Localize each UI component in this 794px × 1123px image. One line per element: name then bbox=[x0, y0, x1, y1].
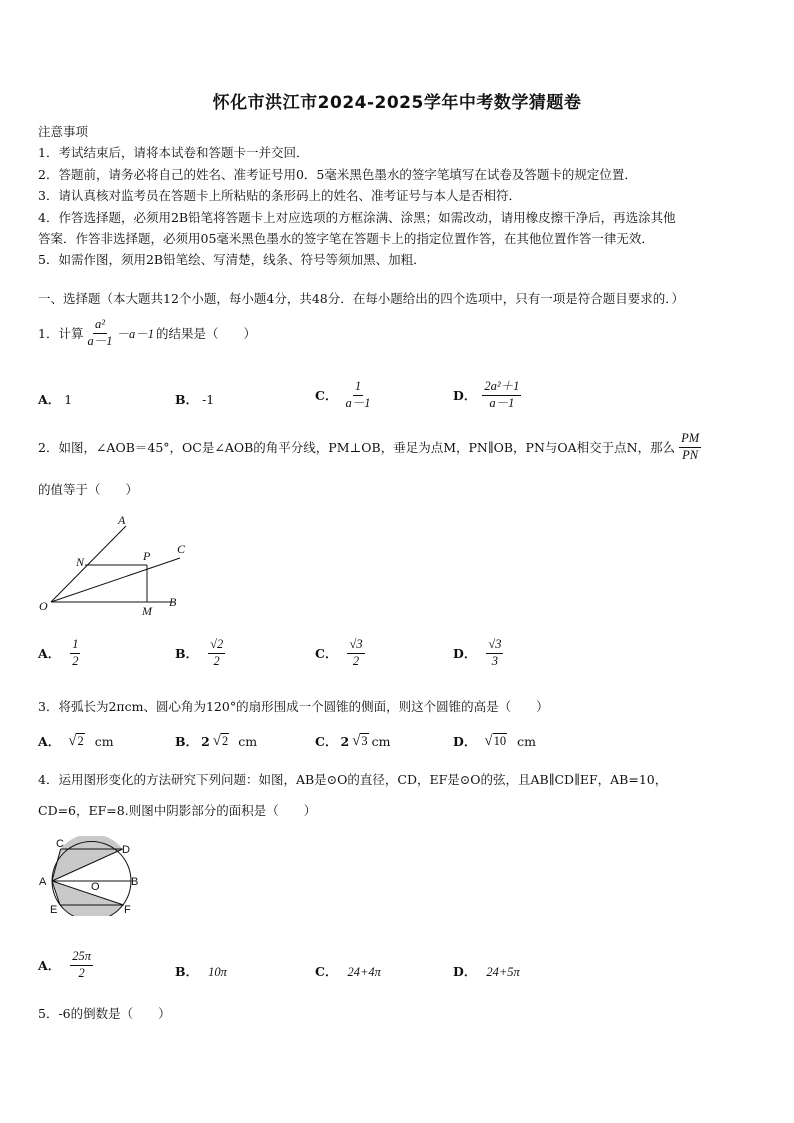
notice-heading: 注意事项 bbox=[38, 124, 89, 139]
label-a: A bbox=[118, 513, 126, 527]
q4-option-b bbox=[175, 962, 227, 980]
frac-num: PM bbox=[679, 432, 701, 448]
q4-option-d bbox=[453, 962, 520, 980]
section-heading: 一、选择题（本大题共12个小题，每小题4分，共48分．在每小题给出的四个选项中，只有一项是符合题目要求的．） bbox=[38, 291, 685, 306]
label-c: C bbox=[177, 542, 186, 556]
option-label: D． bbox=[453, 646, 477, 662]
option-unit: cm bbox=[371, 733, 391, 749]
question-5-stem: 5．-6的倒数是（ ） bbox=[38, 1006, 171, 1021]
ray-oa bbox=[51, 526, 126, 602]
notice-item-5: 5．如需作图，须用2B铅笔绘、写清楚，线条、符号等须加黑、加粗． bbox=[38, 252, 426, 267]
option-coef: 2 bbox=[201, 733, 210, 749]
option-fraction bbox=[486, 638, 503, 669]
question-1-stem bbox=[38, 318, 256, 349]
q4-option-a bbox=[38, 950, 93, 981]
frac-num: 1 bbox=[353, 380, 363, 396]
q3-option-d bbox=[453, 732, 536, 750]
frac-num: √2 bbox=[208, 638, 225, 654]
q3-option-a bbox=[38, 732, 114, 750]
option-fraction bbox=[482, 380, 521, 411]
frac-num: 2a²＋1 bbox=[482, 380, 521, 396]
q2-line2: 的值等于（ ） bbox=[38, 482, 139, 497]
option-unit: cm bbox=[94, 733, 114, 749]
sqrt-expression: √2 bbox=[212, 732, 229, 749]
q2-option-b bbox=[175, 638, 225, 669]
q2-geometry-figure bbox=[34, 508, 204, 623]
frac-den: 2 bbox=[78, 965, 85, 980]
q3-option-c bbox=[315, 732, 391, 750]
option-label: B． bbox=[175, 392, 199, 407]
label-e: E bbox=[50, 904, 58, 916]
radicand: 10 bbox=[493, 733, 507, 748]
option-label: C． bbox=[315, 388, 338, 404]
option-label: D． bbox=[453, 734, 477, 749]
option-value: 24+4π bbox=[347, 965, 381, 979]
option-label: B． bbox=[175, 734, 199, 749]
option-unit: cm bbox=[517, 733, 536, 749]
notice-item-3: 3．请认真核对监考员在答题卡上所粘贴的条形码上的姓名、准考证号与本人是否相符． bbox=[38, 188, 521, 203]
option-label: A． bbox=[38, 646, 61, 662]
q1-prefix: 1．计算 bbox=[38, 326, 84, 342]
option-coef: 2 bbox=[340, 733, 350, 749]
option-fraction bbox=[347, 638, 364, 669]
radicand: 3 bbox=[361, 733, 368, 748]
notice-item-2: 2．答题前，请务必将自己的姓名、准考证号用0．5毫米黑色墨水的签字笔填写在试卷及答题卡的规定位置． bbox=[38, 167, 637, 182]
option-value: 1 bbox=[64, 392, 73, 407]
frac-den: 2 bbox=[213, 653, 220, 668]
label-f: F bbox=[124, 904, 131, 916]
frac-den: a－1 bbox=[345, 395, 371, 410]
q1-option-d bbox=[453, 380, 521, 411]
option-fraction bbox=[70, 638, 80, 669]
sqrt-expression: √2 bbox=[68, 732, 84, 749]
option-label: A． bbox=[38, 958, 61, 974]
option-label: C． bbox=[315, 646, 338, 662]
label-o: O bbox=[39, 599, 48, 613]
label-m: M bbox=[142, 604, 152, 618]
q3-option-b bbox=[175, 732, 257, 750]
q1-option-b bbox=[175, 390, 214, 408]
option-value: -1 bbox=[202, 392, 215, 407]
notice-item-4-cont: 答案．作答非选择题，必须用05毫米黑色墨水的签字笔在答题卡上的指定位置作答，在其他位置作答一律无效． bbox=[38, 231, 654, 246]
frac-den: a－1 bbox=[489, 395, 515, 410]
frac-num: √3 bbox=[347, 638, 364, 654]
option-fraction bbox=[70, 950, 93, 981]
q1-frac-num: a² bbox=[93, 318, 107, 334]
option-value: 24+5π bbox=[486, 965, 520, 979]
label-b: B bbox=[131, 876, 139, 888]
sqrt-expression: √3 bbox=[352, 732, 368, 749]
q1-option-a bbox=[38, 390, 72, 408]
radicand: 2 bbox=[77, 733, 84, 748]
shaded-segment-cd bbox=[61, 836, 123, 849]
option-label: B． bbox=[175, 646, 199, 662]
frac-den: PN bbox=[682, 447, 699, 462]
q2-option-c bbox=[315, 638, 365, 669]
page-title: 怀化市洪江市2024-2025学年中考数学猜题卷 bbox=[212, 93, 582, 113]
question-3-stem: 3．将弧长为2πcm、圆心角为120°的扇形围成一个圆锥的侧面，则这个圆锥的高是（ ） bbox=[38, 699, 549, 714]
option-value: 10π bbox=[208, 965, 227, 979]
label-n: N bbox=[76, 555, 85, 569]
q2-option-d bbox=[453, 638, 503, 669]
option-label: D． bbox=[453, 964, 477, 979]
label-o: O bbox=[91, 881, 100, 893]
q4-circle-figure bbox=[34, 836, 146, 916]
frac-num: 25π bbox=[70, 950, 93, 966]
q1-suffix: 的结果是（ ） bbox=[155, 326, 256, 342]
option-label: A． bbox=[38, 392, 61, 407]
option-fraction bbox=[343, 380, 372, 411]
option-label: C． bbox=[315, 734, 338, 749]
label-p: P bbox=[143, 549, 151, 563]
q2-option-a bbox=[38, 638, 80, 669]
q2-fraction bbox=[679, 432, 701, 463]
notice-item-1: 1．考试结束后，请将本试卷和答题卡一并交回． bbox=[38, 145, 309, 160]
frac-den: 2 bbox=[72, 653, 79, 668]
question-2-stem bbox=[38, 432, 701, 463]
option-label: B． bbox=[175, 964, 199, 979]
label-d: D bbox=[122, 844, 130, 856]
frac-den: 2 bbox=[352, 653, 360, 668]
sqrt-expression: √10 bbox=[484, 732, 507, 749]
option-label: C． bbox=[315, 964, 338, 979]
q1-option-c bbox=[315, 380, 372, 411]
question-4-stem: 4．运用图形变化的方法研究下列问题：如图，AB是⊙O的直径，CD，EF是⊙O的弦，且AB∥CD∥EF，AB=10， bbox=[38, 772, 668, 787]
option-unit: cm bbox=[238, 733, 258, 749]
notice-item-4: 4．作答选择题，必须用2B铅笔将答题卡上对应选项的方框涂满、涂黑；如需改动，请用橡皮擦干净后，再选涂其他 bbox=[38, 210, 676, 225]
q1-frac-den: a－1 bbox=[87, 333, 113, 348]
q2-text: 2．如图，∠AOB＝45°，OC是∠AOB的角平分线，PM⊥OB，垂足为点M，PN∥OB，PN与OA相交于点N，那么 bbox=[38, 440, 676, 456]
option-fraction bbox=[208, 638, 225, 669]
frac-num: 1 bbox=[70, 638, 80, 654]
label-a: A bbox=[39, 876, 47, 888]
q4-option-c bbox=[315, 962, 381, 980]
q1-expr-tail: －a－1 bbox=[116, 327, 154, 342]
option-label: A． bbox=[38, 734, 61, 749]
frac-den: 3 bbox=[491, 653, 499, 668]
label-b: B bbox=[169, 595, 177, 609]
radicand: 2 bbox=[222, 733, 229, 748]
label-c: C bbox=[56, 838, 64, 850]
question-4-stem-cont: CD=6，EF=8.则图中阴影部分的面积是（ ） bbox=[38, 803, 317, 818]
frac-num: √3 bbox=[486, 638, 503, 654]
option-label: D． bbox=[453, 388, 477, 404]
q1-fraction bbox=[85, 318, 114, 349]
